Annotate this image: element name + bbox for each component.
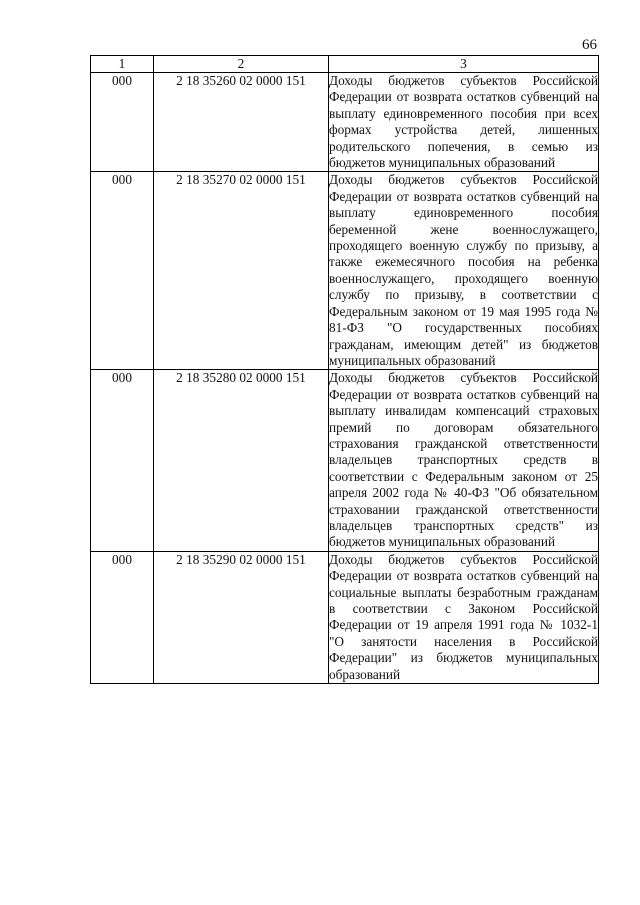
admin-code-cell: 000 (91, 172, 154, 370)
budget-classification-table (90, 55, 599, 684)
table-row (91, 551, 599, 683)
page-number: 66 (582, 37, 597, 53)
admin-code-cell: 000 (91, 370, 154, 551)
kbk-code-cell: 2 18 35290 02 0000 151 (154, 551, 329, 683)
table-row (91, 172, 599, 370)
description-cell: Доходы бюджетов субъектов Российской Федерации от возврата остатков субвенций на выплату единовременного пособия беременной жене военнослужащего, проходящего военную службу по призыву, а также ежемесячного пособия на ребенка военнослужащего, проходящего военную службу по призыву, в соответствии с Федеральным законом от 19 мая 1995 года № 81-ФЗ "О государственных пособиях гражданам, имеющим детей" из бюджетов муниципальных образований (329, 172, 598, 368)
kbk-code-cell: 2 18 35260 02 0000 151 (154, 73, 329, 172)
column-header-3: 3 (329, 56, 599, 73)
kbk-code-cell: 2 18 35280 02 0000 151 (154, 370, 329, 551)
description-cell: Доходы бюджетов субъектов Российской Федерации от возврата остатков субвенций на выплату единовременного пособия при всех формах устройства детей, лишенных родительского попечения, в семью из бюджетов муниципальных образований (329, 73, 598, 171)
table-header-row (91, 56, 599, 73)
column-header-1: 1 (91, 56, 154, 73)
description-cell: Доходы бюджетов субъектов Российской Федерации от возврата остатков субвенций на социальные выплаты безработным гражданам в соответствии с Законом Российской Федерации от 19 апреля 1991 года № 1032-1 "О занятости населения в Российской Федерации" из бюджетов муниципальных образований (329, 551, 598, 682)
table-row (91, 370, 599, 551)
description-cell: Доходы бюджетов субъектов Российской Федерации от возврата остатков субвенций на выплату инвалидам компенсаций страховых премий по договорам обязательного страхования гражданской ответственности владельцев транспортных средств в соответствии с Федеральным законом от 25 апреля 2002 года № 40-ФЗ "Об обязательном страховании гражданской ответственности владельцев транспортных средств" из бюджетов муниципальных образований (329, 370, 598, 550)
table-row (91, 73, 599, 172)
column-header-2: 2 (154, 56, 329, 73)
admin-code-cell: 000 (91, 73, 154, 172)
kbk-code-cell: 2 18 35270 02 0000 151 (154, 172, 329, 370)
admin-code-cell: 000 (91, 551, 154, 683)
